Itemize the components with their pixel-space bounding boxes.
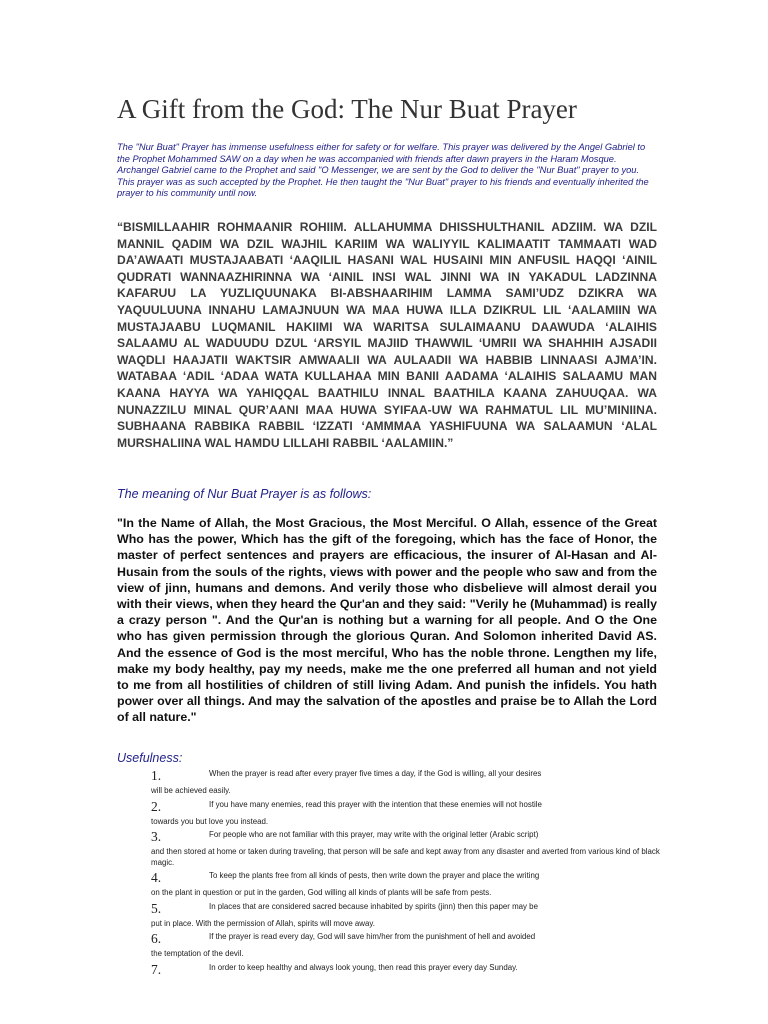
list-item-continuation: will be achieved easily. [151,786,231,795]
list-item-text: When the prayer is read after every prayer five times a day, if the God is willing, all your desires [209,769,542,778]
prayer-transliteration: “BISMILLAAHIR ROHMAANIR ROHIIM. ALLAHUMMA DHISSHULTHANIL ADZIIM. WA DZIL MANNIL QADIM WA DZIL WAJHIL KARIIM WA WALIYYIL KALIMAATIT TAMMAATI WAD DA’AWAATI MUSTAJAABATI ‘AAQILIL HASANI WAL HUSAINI MIN ANFUSIL HAQQI ‘AINIL QUDRATI WANNAAZHIRINNA WA ‘AINIL INSI WAL JINNI WA IN YAKADUL LADZINNA KAFARUU LA YUZLIQUUNAKA BI-ABSHAARIHIM LAMMA SAMI’UDZ DZIKRA WA YAQUULUUNA INNAHU LAMAJNUUN WA MAA HUWA ILLA DZIKRUL LIL ‘AALAMIIN WA MUSTAJAABU LUQMANIL HAKIIMI WA WARITSA SULAIMAANU DAAWUDA ‘ALAIHIS SALAAMU AL WADUUDU DZUL ‘ARSYIL MAJIID THAWWIL ‘UMRII WA SHAHHIH AJSADII WAQDLI HAAJATII WAKTSIR AMWAALII WA AULAADII WA HABBIB LINNAASI AJMA’IN. WATABAA ‘ADIL ‘ADAA WATA KULLAHAA MIN BANII AADAMA ‘ALAIHIS SALAAMU MAN KAANA HAYYA WA YAHIQQAL BAATHILU INNAL BAATHILA KAANA ZAHUUQAA. WA NUNAZZILU MINAL QUR’AANI MAA HUWA SYIFAA-UW WA RAHMATUL LIL MU’MINIINA. SUBHAANA RABBIKA RABBIL ‘IZZATI ‘AMMMAA YASHIFUUNA WA SALAAMUN ‘ALAL MURSHALIINA WAL HAMDU LILLAHI RABBIL ‘AALAMIIN.” [117,220,657,450]
list-item-text: In order to keep healthy and always look young, then read this prayer every day Sunday. [209,962,518,972]
list-item [151,827,661,868]
list-item-number: 7. [151,961,162,977]
list-item-number: 2. [151,798,162,814]
list-item-continuation: and then stored at home or taken during traveling, that person will be safe and kept away from any disaster and averted from various kind of black magic. [151,847,660,867]
list-item [151,899,661,930]
prayer-meaning: "In the Name of Allah, the Most Gracious, the Most Merciful. O Allah, essence of the Great Who has the power, Which has the gift of the foregoing, which has the face of Honor, the master of perfect sentences and prayers are efficacious, the insurer of Al-Hasan and Al-Husain from the souls of the rights, views with power and the people who saw and from the view of jinn, humans and demons. And verily those who disbelieve will almost derail you with their views, when they heard the Qur'an and they said: "Verily he (Muhammad) is really a crazy person ". And the Qur'an is nothing but a warning for all people. And O the One who has given permission through the glorious Quran. And Solomon inherited David AS. And the essence of God is the most merciful, Who has the noble throne. Lengthen my life, make my body healthy, pay my needs, make me the one preferred all human and not yield to me from all hostilities of children of still living Adam. And punish the infidels. You hath power over all things. And may the salvation of the apostles and praise be to Allah the Lord of all nature." [117,516,657,725]
list-item [151,960,661,980]
list-item-text: For people who are not familiar with this prayer, may write with the original letter (Arabic script) [209,830,539,839]
list-item-continuation: the temptation of the devil. [151,949,244,958]
list-item [151,797,661,828]
list-item-continuation: on the plant in question or put in the garden, God willing all kinds of plants will be safe from pests. [151,888,492,897]
list-item-text: If you have many enemies, read this prayer with the intention that these enemies will not hostile [209,799,542,809]
list-item-number: 3. [151,829,162,844]
meaning-heading: The meaning of Nur Buat Prayer is as follows: [117,487,372,501]
list-item-number: 1. [151,768,162,783]
list-item [151,766,661,797]
list-item-number: 6. [151,931,162,946]
list-item [151,868,661,899]
list-item-continuation: put in place. With the permission of Allah, spirits will move away. [151,918,375,928]
list-item-text: If the prayer is read every day, God will save him/her from the punishment of hell and avoided [209,932,536,941]
intro-paragraph: The "Nur Buat" Prayer has immense usefulness either for safety or for welfare. This prayer was delivered by the Angel Gabriel to the Prophet Mohammed SAW on a day when he was accompanied with friends after dawn prayers in the Haram Mosque. Archangel Gabriel came to the Prophet and said "O Messenger, we are sent by the God to deliver the "Nur Buat" prayer to you. This prayer was as such accepted by the Prophet. He then taught the "Nur Buat" prayer to his friends and eventually inherited the prayer to his community until now. [117,142,649,199]
list-item [151,929,661,960]
usefulness-list [151,766,661,980]
list-item-number: 5. [151,900,162,916]
list-item-text: In places that are considered sacred because inhabited by spirits (jinn) then this paper may be [209,901,538,911]
list-item-continuation: towards you but love you instead. [151,816,269,826]
document-title: A Gift from the God: The Nur Buat Prayer [117,94,577,124]
list-item-number: 4. [151,870,162,885]
usefulness-heading: Usefulness: [117,751,183,765]
list-item-text: To keep the plants free from all kinds of pests, then write down the prayer and place the writing [209,871,540,880]
